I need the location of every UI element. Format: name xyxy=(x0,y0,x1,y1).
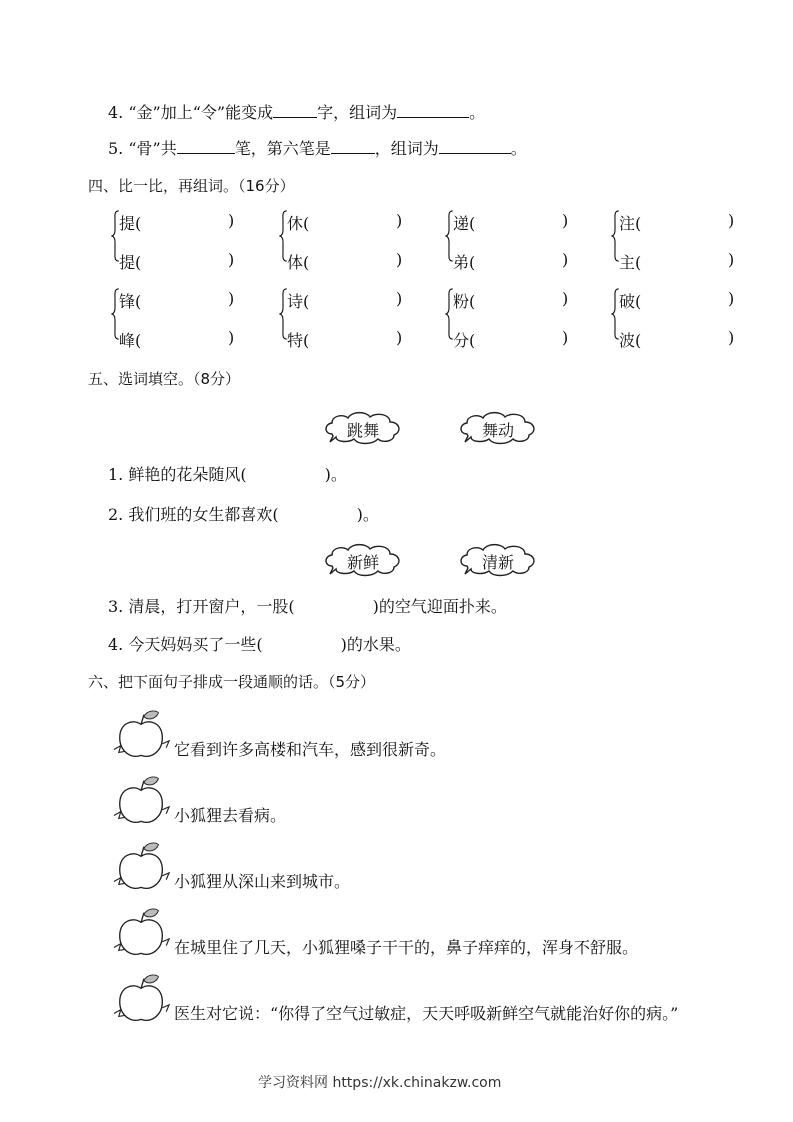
apple-icon xyxy=(112,774,172,830)
apple-icon xyxy=(112,840,172,896)
compare-char: 体( xyxy=(287,253,310,272)
answer-slot[interactable]: ) xyxy=(728,250,735,269)
compare-char: 提( xyxy=(119,253,142,272)
answer-slot[interactable]: ) xyxy=(562,211,569,230)
answer-slot[interactable]: ) xyxy=(562,328,569,347)
question-5-4: 4. 今天妈妈买了一些( )的水果。 xyxy=(108,635,411,654)
answer-slot[interactable]: ) xyxy=(228,289,235,308)
section-6-heading: 六、把下面句子排成一段通顺的话。（5分） xyxy=(88,673,376,691)
compare-char: 峰( xyxy=(119,331,142,350)
answer-slot[interactable]: ) xyxy=(228,328,235,347)
answer-slot[interactable]: ) xyxy=(562,250,569,269)
answer-slot[interactable]: ) xyxy=(228,211,235,230)
question-3-5: 5. “骨”共 笔，第六笔是 ，组词为 。 xyxy=(108,139,527,158)
sentence-item: 医生对它说：“你得了空气过敏症，天天呼吸新鲜空气就能治好你的病。” xyxy=(174,1004,679,1023)
compare-char: 粉( xyxy=(453,292,476,311)
question-3-4: 4. “金”加上“令”能变成 字，组词为 。 xyxy=(108,103,486,122)
compare-char: 递( xyxy=(453,214,476,233)
compare-char: 破( xyxy=(619,292,642,311)
answer-blank[interactable] xyxy=(397,103,469,118)
compare-char: 注( xyxy=(619,214,642,233)
section-5-heading: 五、选词填空。（8分） xyxy=(88,370,241,388)
answer-slot[interactable]: ) xyxy=(728,328,735,347)
section-4-heading: 四、比一比，再组词。（16分） xyxy=(88,177,295,195)
word-cloud-xinxian: 新鲜 xyxy=(320,540,406,582)
answer-blank[interactable] xyxy=(439,139,511,154)
answer-blank[interactable] xyxy=(273,103,317,118)
compare-char: 波( xyxy=(619,331,642,350)
compare-char: 诗( xyxy=(287,292,310,311)
answer-blank[interactable] xyxy=(177,139,235,154)
question-5-3: 3. 清晨，打开窗户，一股( )的空气迎面扑来。 xyxy=(108,597,507,616)
answer-slot[interactable]: ) xyxy=(562,289,569,308)
apple-icon xyxy=(112,708,172,764)
answer-slot[interactable]: ) xyxy=(396,250,403,269)
answer-slot[interactable]: ) xyxy=(396,328,403,347)
compare-char: 分( xyxy=(453,331,476,350)
compare-char: 锋( xyxy=(119,292,142,311)
apple-icon xyxy=(112,906,172,962)
answer-slot[interactable]: ) xyxy=(728,211,735,230)
answer-slot[interactable]: ) xyxy=(228,250,235,269)
answer-slot[interactable]: ) xyxy=(728,289,735,308)
compare-char: 提( xyxy=(119,214,142,233)
sentence-item: 它看到许多高楼和汽车，感到很新奇。 xyxy=(174,740,447,759)
sentence-item: 在城里住了几天，小狐狸嗓子干干的，鼻子痒痒的，浑身不舒服。 xyxy=(174,938,639,957)
compare-char: 弟( xyxy=(453,253,476,272)
footer-watermark: 学习资料网 https://xk.chinakzw.com xyxy=(258,1075,502,1091)
answer-slot[interactable]: ) xyxy=(396,289,403,308)
answer-blank[interactable] xyxy=(331,139,375,154)
question-5-2: 2. 我们班的女生都喜欢( )。 xyxy=(108,505,379,524)
compare-char: 休( xyxy=(287,214,310,233)
word-cloud-wudong: 舞动 xyxy=(455,408,541,450)
compare-char: 特( xyxy=(287,331,310,350)
answer-slot[interactable]: ) xyxy=(396,211,403,230)
question-5-1: 1. 鲜艳的花朵随风( )。 xyxy=(108,465,347,484)
compare-char: 主( xyxy=(619,253,642,272)
sentence-item: 小狐狸从深山来到城市。 xyxy=(174,872,351,891)
apple-icon xyxy=(112,972,172,1028)
word-cloud-qingxin: 清新 xyxy=(455,540,541,582)
word-cloud-tiaowu: 跳舞 xyxy=(320,408,406,450)
sentence-item: 小狐狸去看病。 xyxy=(174,806,287,825)
